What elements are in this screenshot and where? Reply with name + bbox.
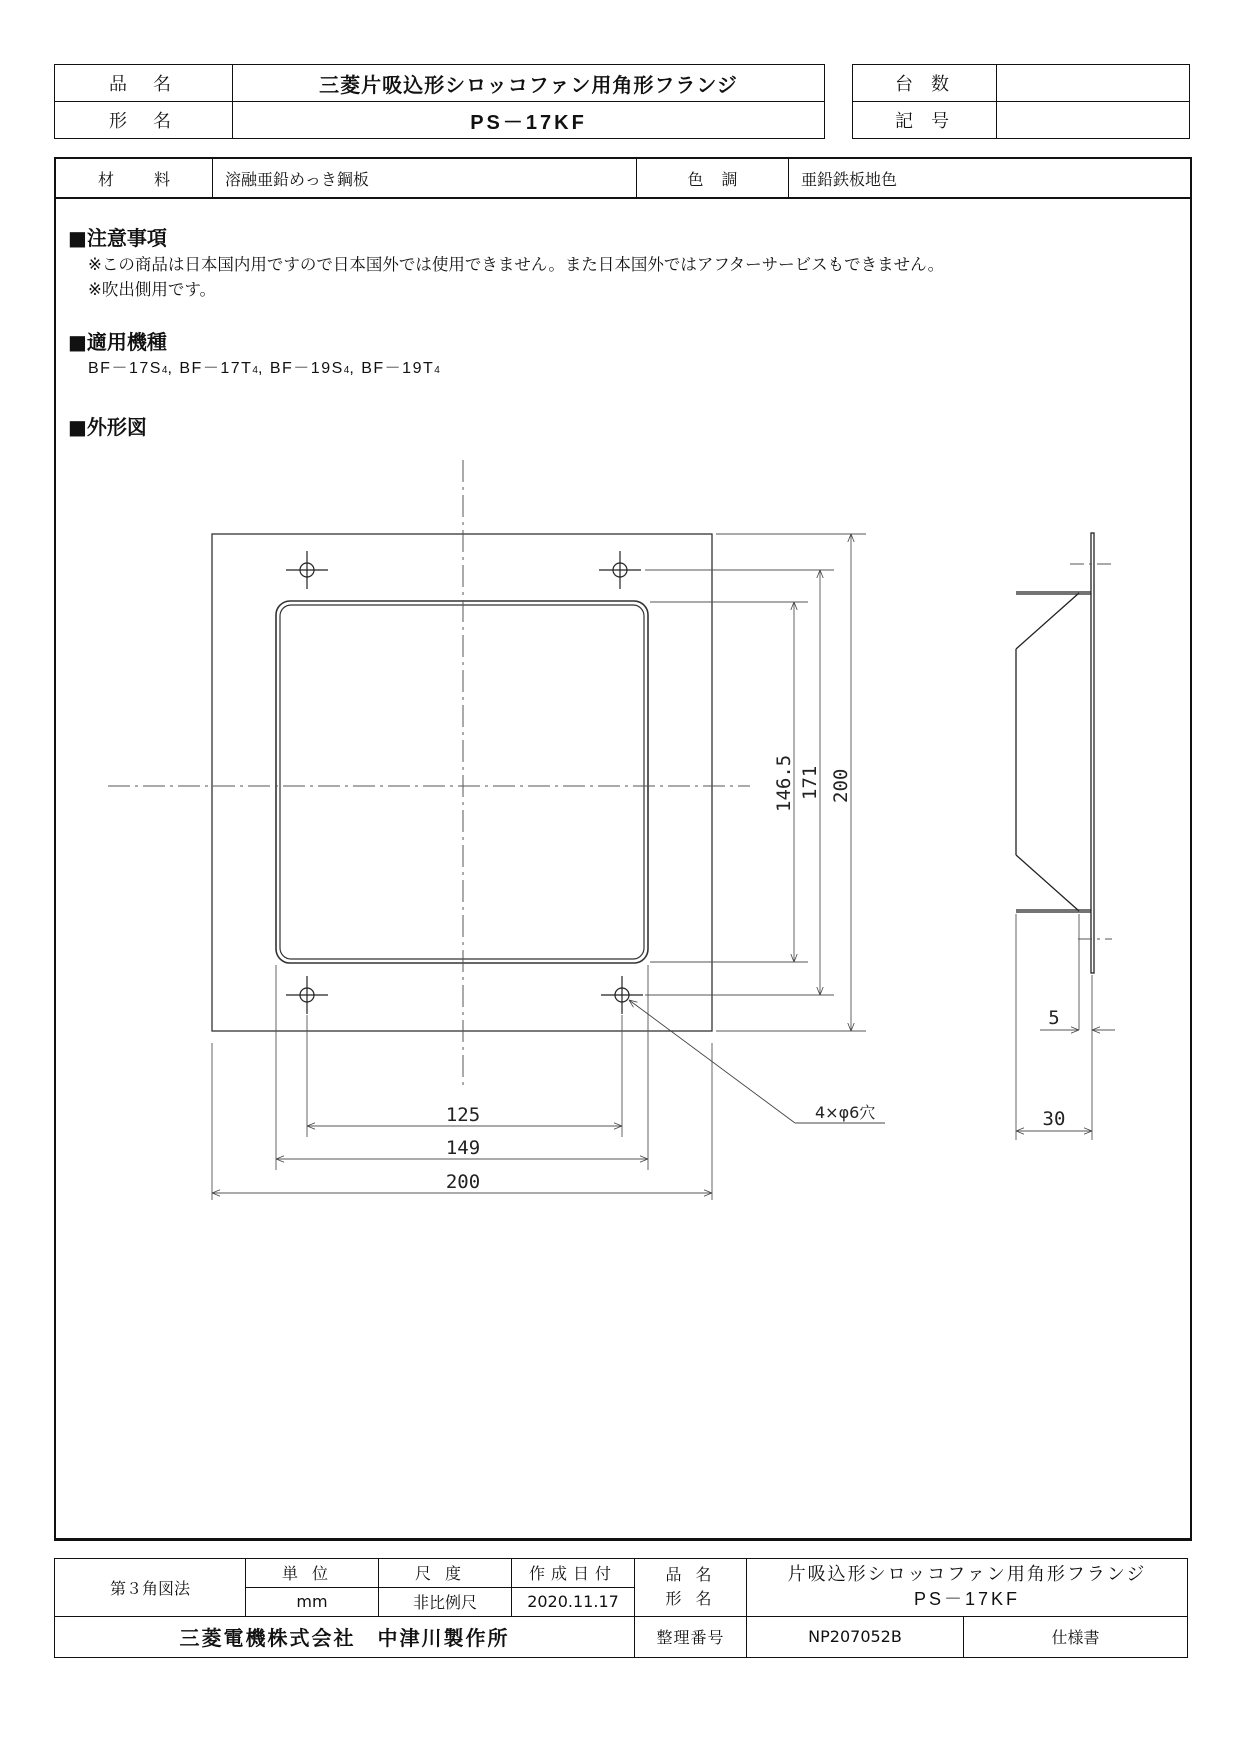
model-item: BF－17T4 [179, 360, 258, 377]
reference-label: 整理番号 [635, 1616, 747, 1657]
model-item: BF－19T4 [361, 360, 440, 377]
footer-product-name-label: 品名 [665, 1565, 726, 1585]
dim-overall-height: 200 [830, 768, 852, 803]
color-label: 色調 [637, 159, 789, 197]
model-item: BF－19S4 [269, 360, 350, 377]
dim-opening-width: 149 [445, 1137, 481, 1159]
hole-icon [286, 551, 328, 589]
hole-icon [286, 976, 328, 1014]
side-view [1016, 533, 1094, 973]
footer-product-block [747, 1559, 1188, 1617]
drawing-title: ■外形図 [68, 415, 147, 439]
dim-flange-thickness: 5 [1048, 1007, 1060, 1029]
mounting-holes [286, 551, 643, 1014]
scale-value: 非比例尺 [379, 1587, 512, 1616]
note-line-2: ※吹出側用です。 [88, 280, 217, 299]
product-name: 三菱片吸込形シロッコファン用角形フランジ [233, 65, 825, 102]
company-name: 三菱電機株式会社 中津川製作所 [55, 1616, 635, 1657]
dim-depth: 30 [1042, 1108, 1066, 1130]
model-number: PS－17KF [233, 102, 825, 139]
quantity-label: 台数 [853, 65, 997, 102]
material-value: 溶融亜鉛めっき鋼板 [213, 159, 637, 197]
footer-model-label: 形名 [665, 1589, 726, 1609]
symbol-label: 記号 [853, 102, 997, 139]
document-type: 仕様書 [964, 1616, 1188, 1657]
dim-hole-pitch-h: 125 [445, 1104, 481, 1126]
footer-model: PS－17KF [913, 1589, 1021, 1610]
center-lines [108, 460, 750, 1085]
dim-opening-height: 146.5 [773, 754, 795, 812]
reference-number: NP207052B [747, 1616, 964, 1657]
product-model-labels [635, 1559, 747, 1617]
applicable-models-list: BF－17S4, BF－17T4, BF－19S4, BF－19T4 [88, 360, 440, 377]
applicable-models-title: ■適用機種 [68, 330, 167, 354]
flange-plate-outline [212, 534, 712, 1031]
product-name-label: 品名 [55, 65, 233, 102]
color-value: 亜鉛鉄板地色 [801, 169, 898, 189]
model-item: BF－17S4 [88, 360, 168, 377]
model-label: 形名 [55, 102, 233, 139]
unit-label: 単位 [246, 1559, 379, 1588]
projection-method: 第３角図法 [55, 1559, 246, 1617]
dim-overall-width: 200 [445, 1171, 481, 1193]
note-line-1: ※この商品は日本国内用ですので日本国外では使用できません。また日本国外ではアフターサービスもできません。 [88, 255, 945, 274]
hole-icon [599, 551, 641, 589]
hole-icon [601, 976, 643, 1014]
date-label: 作成日付 [512, 1559, 635, 1588]
dim-hole-pitch-v: 171 [799, 765, 821, 800]
date-value: 2020.11.17 [512, 1587, 635, 1616]
notes-title: ■注意事項 [68, 226, 167, 250]
footer-title-block [54, 1558, 1188, 1658]
material-label: 材料 [56, 159, 213, 197]
unit-value: mm [246, 1587, 379, 1616]
scale-label: 尺度 [379, 1559, 512, 1588]
opening-outline-inner [280, 605, 644, 959]
footer-product-name: 片吸込形シロッコファン用角形フランジ [787, 1564, 1147, 1586]
opening-outline-outer [276, 601, 648, 963]
hole-callout: 4×φ6穴 [815, 1103, 876, 1122]
